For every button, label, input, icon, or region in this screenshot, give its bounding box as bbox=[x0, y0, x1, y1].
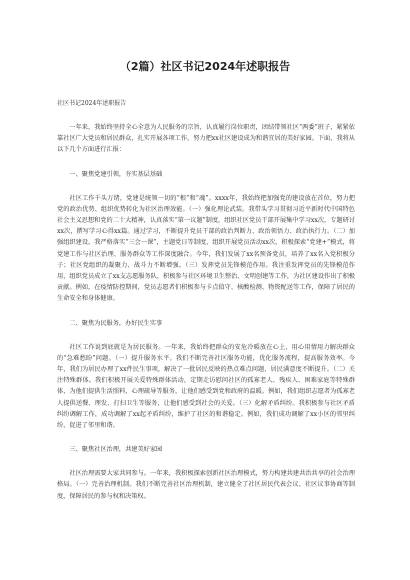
section-1-paragraph: 社区工作千头万绪，党建是统领一切的“根”和“魂”。xxxx年，我始终把加强党的建设放在首位，努力把党的政治优势、组织优势转化为社区治理效能。（一）强化理论武装。我带头学习贯彻习近平新时代中国特色社会主义思想和党的二十大精神，认真落实“第一议题”制度，组织社区党员干部开展集中学习xx次，专题研讨xx次，撰写学习心得xx篇。通过学习，不断提升党员干部的政治判断力、政治领悟力、政治执行力。（二）加强组织建设。我严格落实“三会一课”，主题党日等制度，组织开展党员活动xx次，积极探索“党建+”模式，将党建工作与社区治理、服务群众等工作深度融合。今年，我们发展了xx名预备党员，培养了xx名入党积极分子；社区党组织的凝聚力、战斗力不断增强。（三）发挥党员先锋模范作用。我注重发挥党员的先锋模范作用，组织党员成立了xx支志愿服务队，积极参与社区环境卫生整治、文明创建等工作，为社区建设作出了积极贡献。例如，在疫情防控期间，党员志愿者们积极参与卡点值守、核酸检测、物资配送等工作，保障了居民的生命安全和身体健康。 bbox=[57, 194, 355, 303]
section-2-heading: 二、聚焦为民服务，办好民生实事 bbox=[69, 319, 163, 327]
section-3-paragraph: 社区治理需要大家共同参与。一年来，我积极探索创新社区治理模式，努力构建共建共治共享的社会治理格局。（一）完善治理机制。我们不断完善社区治理机制，建立健全了社区居民代表会议、社区议事协商等制度，保障居民的参与权和决策权。 bbox=[57, 470, 355, 500]
section-2-paragraph: 社区工作说到底就是为居民服务。一年来，我始终把群众的安危冷暖放在心上，用心用情用力解决群众的“急难愁盼”问题。（一）提升服务水平。我们不断完善社区服务功能，优化服务流程，提高服务效率。今年，我们为居民办理了xx件民生事项，解决了一批居民反映的热点难点问题，居民满意度不断提升。（二）关注特殊群体。我们积极开展关爱特殊群体活动，定期走访慰问社区的孤寡老人、残疾人、困难家庭等特殊群体，为他们提供生活照料、心理疏导等服务，让他们感受到党和政府的温暖。例如，我们组织志愿者为孤寡老人提供送餐、理发、打扫卫生等服务，让他们感受到社会的关爱。（三）化解矛盾纠纷。我积极参与社区矛盾纠纷调解工作，成功调解了xx起矛盾纠纷，维护了社区的和谐稳定。例如，我们成功调解了xx小区的邻里纠纷，促进了邻里和谐。 bbox=[57, 343, 355, 430]
document-body bbox=[57, 122, 355, 504]
intro-paragraph: 一年来，我始终坚持全心全意为人民服务的宗旨，认真履行岗位职责，团结带领社区“两委”班子，紧紧依靠社区广大党员和居民群众，扎实开展各项工作，努力把xx社区建设成为和谐宜居的美好家园。下面，我将从以下几个方面进行汇报： bbox=[57, 124, 355, 154]
section-3-heading: 三、聚焦社区治理，共建美好家园 bbox=[69, 446, 163, 454]
document-title: （2篇）社区书记2024年述职报告 bbox=[119, 60, 291, 73]
section-1-heading: 一、聚焦党建引领，夯实基层基础 bbox=[69, 170, 163, 178]
report-label: 社区书记2024年述职报告 bbox=[57, 100, 127, 107]
